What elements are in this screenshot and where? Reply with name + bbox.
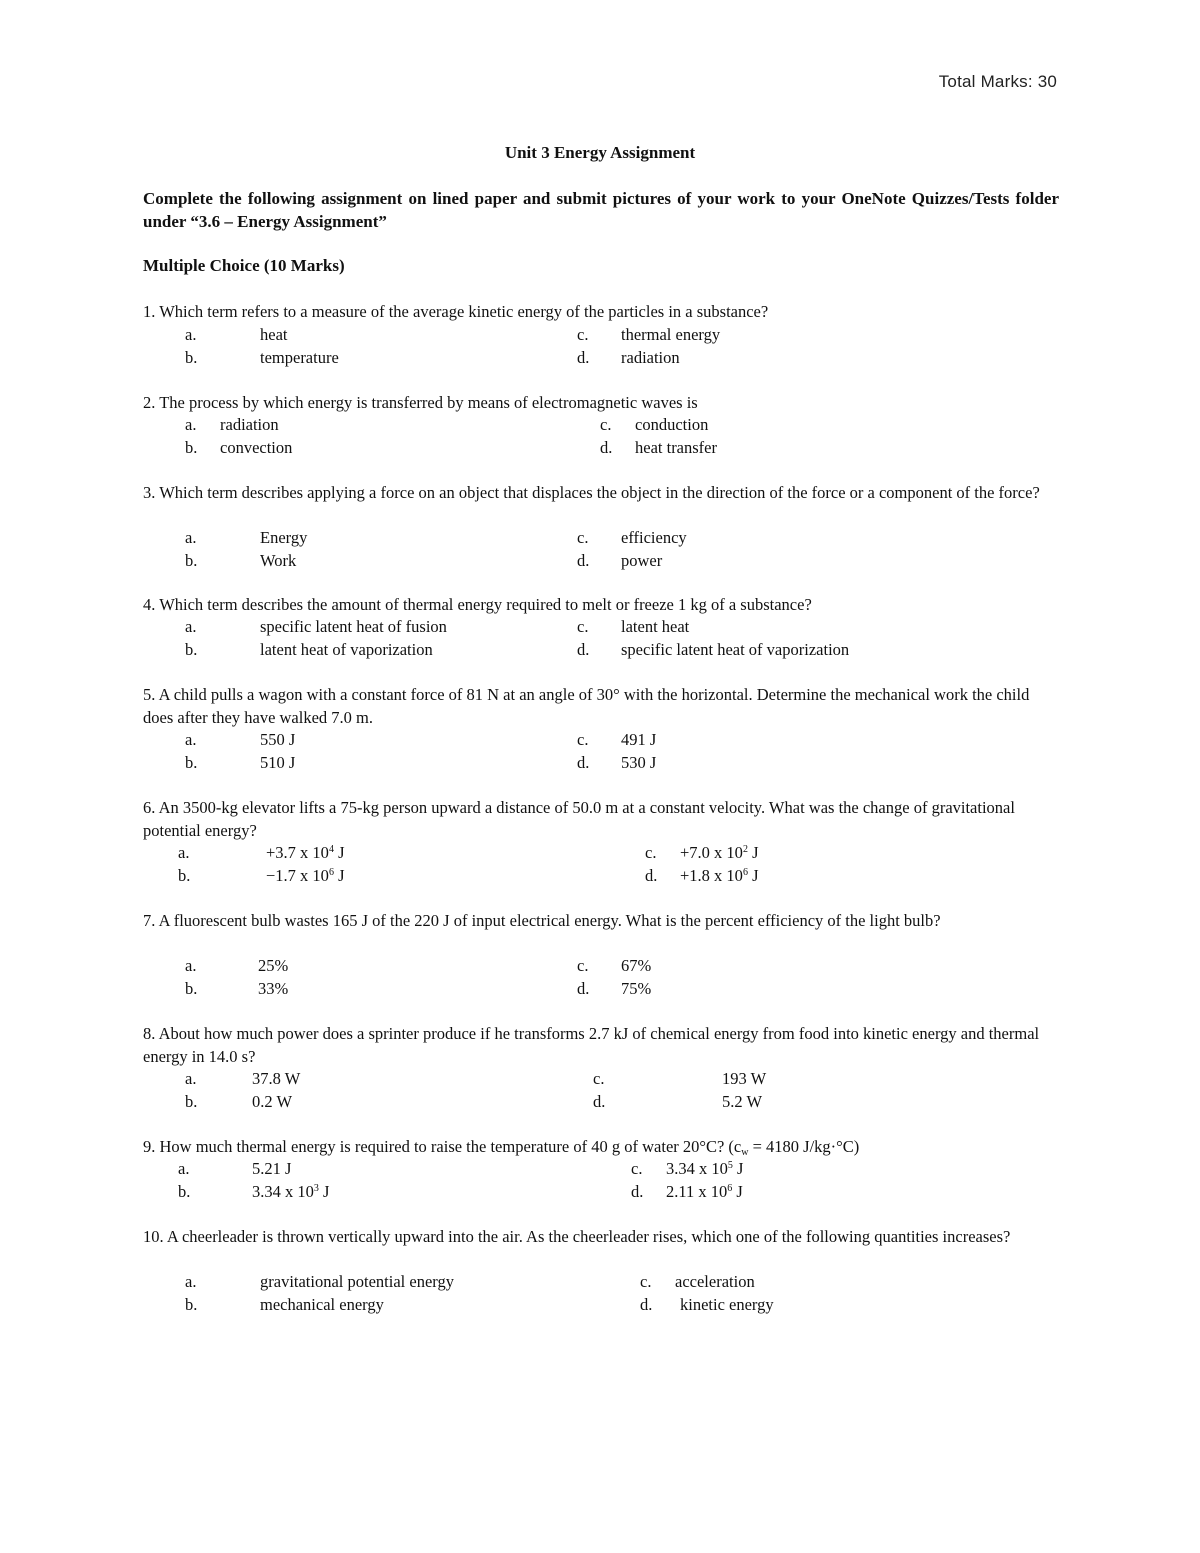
option-text: conduction bbox=[635, 415, 709, 434]
option-letter: b. bbox=[185, 348, 198, 367]
option-letter: a. bbox=[178, 843, 190, 862]
option-letter: d. bbox=[640, 1295, 653, 1314]
option-text: 510 J bbox=[260, 753, 296, 772]
option-text: 5.21 J bbox=[252, 1159, 292, 1178]
question-6 bbox=[143, 797, 1059, 842]
option-letter: c. bbox=[577, 617, 589, 636]
option-letter: b. bbox=[185, 1092, 198, 1111]
option-letter: c. bbox=[640, 1272, 652, 1291]
option-text: radiation bbox=[621, 348, 680, 367]
option-text: heat bbox=[260, 325, 288, 344]
option-text: 5.2 W bbox=[722, 1092, 763, 1111]
option-text: mechanical energy bbox=[260, 1295, 384, 1314]
option-text: 530 J bbox=[621, 753, 657, 772]
option-text: +7.0 x $10^2$ J bbox=[680, 843, 759, 862]
option-letter: b. bbox=[185, 753, 198, 772]
option-letter: c. bbox=[645, 843, 657, 862]
question-10 bbox=[143, 1226, 1059, 1249]
option-letter: c. bbox=[593, 1069, 605, 1088]
question-stem: 1. Which term refers to a measure of the average kinetic energy of the particles in a substance? bbox=[143, 302, 769, 321]
option-text: −1.7 x $10^6$ J bbox=[266, 866, 345, 885]
option-letter: a. bbox=[185, 528, 197, 547]
option-letter: b. bbox=[185, 438, 198, 457]
option-letter: b. bbox=[178, 1182, 191, 1201]
question-stem: 2. The process by which energy is transferred by means of electromagnetic waves is bbox=[143, 393, 698, 412]
option-text: temperature bbox=[260, 348, 339, 367]
question-stem: 6. An 3500-kg elevator lifts a 75-kg person upward a distance of 50.0 m at a constant velocity. What was the change of gravitational potential energy? bbox=[143, 798, 1015, 840]
question-7 bbox=[143, 910, 1059, 933]
option-text: specific latent heat of fusion bbox=[260, 617, 447, 636]
question-4 bbox=[143, 594, 1059, 617]
section-title: Multiple Choice (10 Marks) bbox=[143, 256, 345, 275]
question-stem: 3. Which term describes applying a force on an object that displaces the object in the direction of the force or a component of the force? bbox=[143, 483, 1040, 502]
option-letter: c. bbox=[577, 730, 589, 749]
option-letter: d. bbox=[577, 753, 590, 772]
question-1 bbox=[143, 301, 1059, 324]
option-text: 37.8 W bbox=[252, 1069, 301, 1088]
option-letter: d. bbox=[593, 1092, 606, 1111]
option-letter: b. bbox=[185, 640, 198, 659]
option-text: gravitational potential energy bbox=[260, 1272, 454, 1291]
question-8 bbox=[143, 1023, 1059, 1068]
option-letter: a. bbox=[185, 1069, 197, 1088]
option-letter: b. bbox=[185, 1295, 198, 1314]
option-text: 550 J bbox=[260, 730, 296, 749]
question-stem: 7. A fluorescent bulb wastes 165 J of the 220 J of input electrical energy. What is the percent efficiency of the light bulb? bbox=[143, 911, 941, 930]
question-9 bbox=[143, 1136, 1059, 1159]
option-text: 3.34 x $10^5$ J bbox=[666, 1159, 744, 1178]
option-letter: a. bbox=[185, 730, 197, 749]
total-marks: Total Marks: 30 bbox=[938, 72, 1057, 91]
option-text: 25% bbox=[258, 956, 289, 975]
option-text: power bbox=[621, 551, 663, 570]
instructions: Complete the following assignment on lined paper and submit pictures of your work to your OneNote Quizzes/Tests folder under “3.6 – Energy Assignment” bbox=[143, 189, 1059, 231]
option-letter: c. bbox=[600, 415, 612, 434]
question-2 bbox=[143, 392, 1059, 415]
question-stem: 9. How much thermal energy is required to raise the temperature of 40 g of water 20°C? ($c_w = 4180$ J/kg·°C) bbox=[143, 1137, 860, 1158]
option-letter: d. bbox=[577, 979, 590, 998]
option-text: 67% bbox=[621, 956, 652, 975]
option-letter: d. bbox=[577, 640, 590, 659]
question-stem: 10. A cheerleader is thrown vertically upward into the air. As the cheerleader rises, which one of the following quantities increases? bbox=[143, 1227, 1011, 1246]
option-text: thermal energy bbox=[621, 325, 721, 344]
option-text: specific latent heat of vaporization bbox=[621, 640, 850, 659]
option-text: latent heat bbox=[621, 617, 690, 636]
option-text: convection bbox=[220, 438, 293, 457]
option-text: 0.2 W bbox=[252, 1092, 293, 1111]
option-letter: c. bbox=[577, 325, 589, 344]
option-text: +1.8 x $10^6$ J bbox=[680, 866, 759, 885]
option-letter: d. bbox=[600, 438, 613, 457]
option-text: 2.11 x $10^6$ J bbox=[666, 1182, 743, 1201]
option-letter: c. bbox=[577, 956, 589, 975]
option-text: latent heat of vaporization bbox=[260, 640, 433, 659]
question-stem: 5. A child pulls a wagon with a constant force of 81 N at an angle of 30° with the horizontal. Determine the mechanical work the child does after they have walked 7.0 m. bbox=[143, 685, 1030, 727]
option-text: radiation bbox=[220, 415, 279, 434]
option-text: acceleration bbox=[675, 1272, 755, 1291]
option-text: 75% bbox=[621, 979, 652, 998]
question-3 bbox=[143, 482, 1059, 505]
option-letter: d. bbox=[631, 1182, 644, 1201]
option-letter: a. bbox=[185, 415, 197, 434]
option-letter: c. bbox=[577, 528, 589, 547]
assignment-title: Unit 3 Energy Assignment bbox=[504, 143, 696, 162]
option-letter: b. bbox=[178, 866, 191, 885]
question-stem: 8. About how much power does a sprinter produce if he transforms 2.7 kJ of chemical energy from food into kinetic energy and thermal energy in 14.0 s? bbox=[143, 1024, 1040, 1066]
option-text: efficiency bbox=[621, 528, 687, 547]
option-letter: c. bbox=[631, 1159, 643, 1178]
option-text: 193 W bbox=[722, 1069, 767, 1088]
option-text: +3.7 x $10^4$ J bbox=[266, 843, 345, 862]
option-letter: a. bbox=[178, 1159, 190, 1178]
option-letter: a. bbox=[185, 1272, 197, 1291]
option-text: 491 J bbox=[621, 730, 657, 749]
option-letter: a. bbox=[185, 956, 197, 975]
option-text: kinetic energy bbox=[680, 1295, 774, 1314]
option-letter: d. bbox=[577, 348, 590, 367]
option-letter: a. bbox=[185, 325, 197, 344]
option-letter: b. bbox=[185, 551, 198, 570]
option-text: heat transfer bbox=[635, 438, 717, 457]
option-letter: b. bbox=[185, 979, 198, 998]
option-letter: d. bbox=[645, 866, 658, 885]
option-text: Energy bbox=[260, 528, 308, 547]
question-stem: 4. Which term describes the amount of thermal energy required to melt or freeze 1 kg of a substance? bbox=[143, 595, 812, 614]
option-letter: d. bbox=[577, 551, 590, 570]
option-text: 3.34 x $10^3$ J bbox=[252, 1182, 330, 1201]
option-text: 33% bbox=[258, 979, 289, 998]
option-text: Work bbox=[260, 551, 297, 570]
question-5 bbox=[143, 684, 1059, 729]
option-letter: a. bbox=[185, 617, 197, 636]
